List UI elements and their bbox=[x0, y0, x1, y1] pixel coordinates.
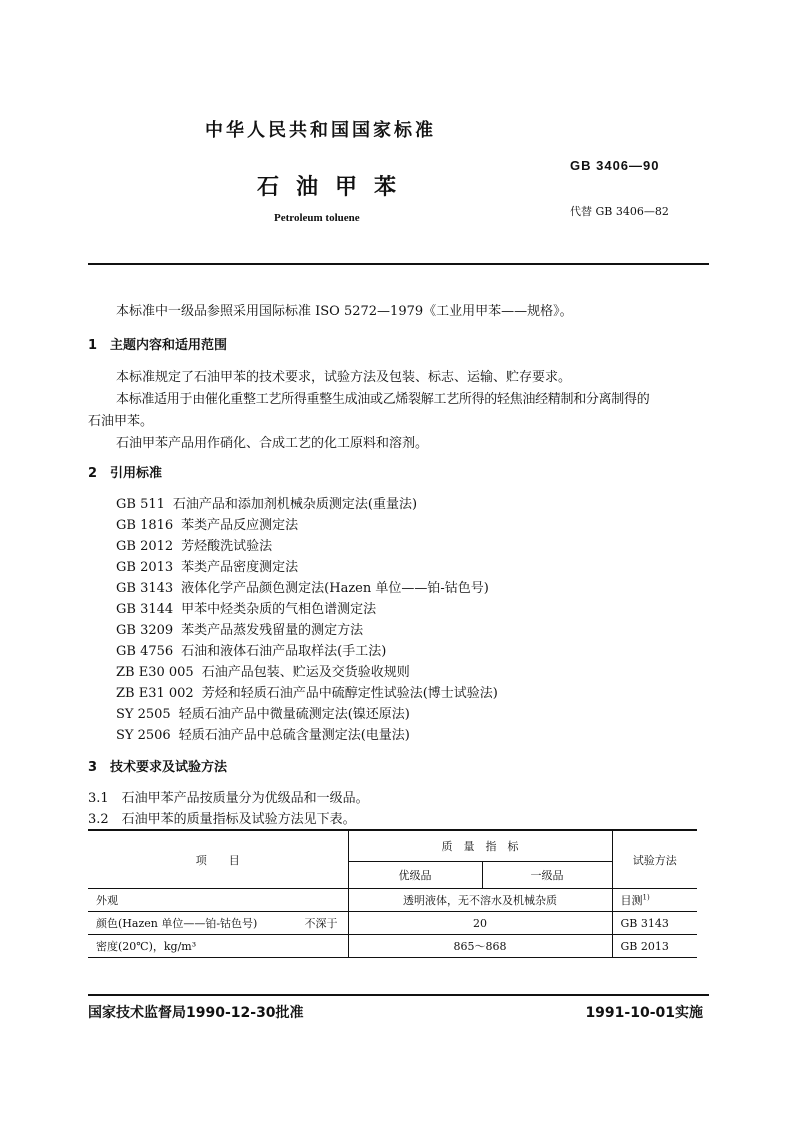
reference-title: 苯类产品蒸发残留量的测定方法 bbox=[181, 623, 364, 638]
reference-item bbox=[116, 514, 298, 533]
section-1-paragraph: 本标准规定了石油甲苯的技术要求，试验方法及包装、标志、运输、贮存要求。 bbox=[116, 370, 572, 385]
reference-title: 轻质石油产品中总硫含量测定法(电量法) bbox=[178, 728, 410, 743]
reference-item bbox=[116, 703, 410, 722]
table-row bbox=[88, 889, 697, 912]
table-header-quality: 质 量 指 标 bbox=[348, 830, 612, 862]
table-header-item: 项 目 bbox=[88, 830, 348, 889]
header-divider bbox=[88, 263, 709, 265]
approval-date: 国家技术监督局1990-12-30批准 bbox=[88, 1005, 304, 1021]
org-title: 中华人民共和国国家标准 bbox=[205, 120, 436, 141]
reference-item bbox=[116, 556, 298, 575]
reference-item bbox=[116, 661, 410, 680]
table-cell-item: 密度(20℃)，kg/m³ bbox=[88, 935, 348, 958]
reference-item bbox=[116, 724, 410, 743]
quality-table bbox=[88, 829, 697, 958]
reference-title: 石油产品和添加剂机械杂质测定法(重量法) bbox=[172, 497, 418, 512]
reference-code: GB 511 bbox=[116, 497, 165, 512]
table-cell-value: 20 bbox=[348, 912, 612, 935]
reference-title: 芳烃酸洗试验法 bbox=[181, 539, 273, 554]
reference-title: 石油产品包装、贮运及交货验收规则 bbox=[201, 665, 410, 680]
footer-divider bbox=[88, 994, 709, 996]
table-cell-limit: 不深于 bbox=[304, 917, 338, 930]
reference-code: SY 2505 bbox=[116, 707, 171, 722]
reference-code: SY 2506 bbox=[116, 728, 171, 743]
reference-title: 芳烃和轻质石油产品中硫醇定性试验法(博士试验法) bbox=[201, 686, 498, 701]
reference-item bbox=[116, 619, 363, 638]
table-cell-value: 865～868 bbox=[348, 935, 612, 958]
table-cell-method: GB 2013 bbox=[612, 935, 697, 958]
reference-code: GB 4756 bbox=[116, 644, 174, 659]
section-2-heading: 2 引用标准 bbox=[88, 466, 163, 481]
reference-code: GB 2012 bbox=[116, 539, 174, 554]
section-1-heading: 1 主题内容和适用范围 bbox=[88, 338, 228, 353]
document-title: 石油甲苯 bbox=[257, 175, 414, 200]
reference-title: 轻质石油产品中微量硫测定法(镍还原法) bbox=[178, 707, 410, 722]
clause-3-2: 3.2 石油甲苯的质量指标及试验方法见下表。 bbox=[88, 812, 356, 827]
table-cell-method: GB 3143 bbox=[612, 912, 697, 935]
section-1-paragraph: 本标准适用于由催化重整工艺所得重整生成油或乙烯裂解工艺所得的轻焦油经精制和分离制得的 bbox=[116, 392, 650, 407]
reference-title: 液体化学产品颜色测定法(Hazen 单位——铂-钴色号) bbox=[181, 581, 489, 596]
reference-code: GB 2013 bbox=[116, 560, 174, 575]
reference-item bbox=[116, 577, 489, 596]
reference-title: 苯类产品密度测定法 bbox=[181, 560, 299, 575]
standard-code: GB 3406—90 bbox=[570, 158, 660, 173]
section-3-heading: 3 技术要求及试验方法 bbox=[88, 760, 228, 775]
reference-item bbox=[116, 598, 376, 617]
table-cell-item: 外观 bbox=[88, 889, 348, 912]
reference-title: 苯类产品反应测定法 bbox=[181, 518, 299, 533]
reference-item bbox=[116, 640, 386, 659]
reference-item bbox=[116, 682, 498, 701]
clause-3-1: 3.1 石油甲苯产品按质量分为优级品和一级品。 bbox=[88, 791, 369, 806]
section-1-paragraph: 石油甲苯产品用作硝化、合成工艺的化工原料和溶剂。 bbox=[116, 436, 429, 451]
reference-code: GB 3144 bbox=[116, 602, 174, 617]
reference-item bbox=[116, 535, 272, 554]
section-1-paragraph: 石油甲苯。 bbox=[88, 414, 154, 429]
reference-code: ZB E30 005 bbox=[116, 665, 194, 680]
footnote-mark: 1) bbox=[642, 893, 650, 902]
table-row bbox=[88, 912, 697, 935]
table-cell-value: 透明液体，无不溶水及机械杂质 bbox=[348, 889, 612, 912]
intro-paragraph: 本标准中一级品参照采用国际标准 ISO 5272—1979《工业用甲苯——规格》。 bbox=[116, 304, 573, 319]
table-header-grade-first: 一级品 bbox=[482, 862, 612, 889]
reference-title: 石油和液体石油产品取样法(手工法) bbox=[181, 644, 387, 659]
reference-title: 甲苯中烃类杂质的气相色谱测定法 bbox=[181, 602, 377, 617]
table-header-grade-premium: 优级品 bbox=[348, 862, 482, 889]
reference-item bbox=[116, 493, 417, 512]
reference-code: GB 3209 bbox=[116, 623, 174, 638]
table-header-method: 试验方法 bbox=[612, 830, 697, 889]
english-title: Petroleum toluene bbox=[274, 212, 360, 224]
reference-code: GB 1816 bbox=[116, 518, 174, 533]
table-cell-item: 颜色(Hazen 单位——铂-钴色号) 不深于 bbox=[88, 912, 348, 935]
table-cell-method: 目测$^{1)}$ bbox=[612, 889, 697, 912]
reference-code: ZB E31 002 bbox=[116, 686, 194, 701]
implementation-date: 1991-10-01实施 bbox=[585, 1005, 703, 1021]
reference-code: GB 3143 bbox=[116, 581, 174, 596]
table-row bbox=[88, 935, 697, 958]
replaces-standard: 代替 GB 3406—82 bbox=[570, 205, 669, 218]
